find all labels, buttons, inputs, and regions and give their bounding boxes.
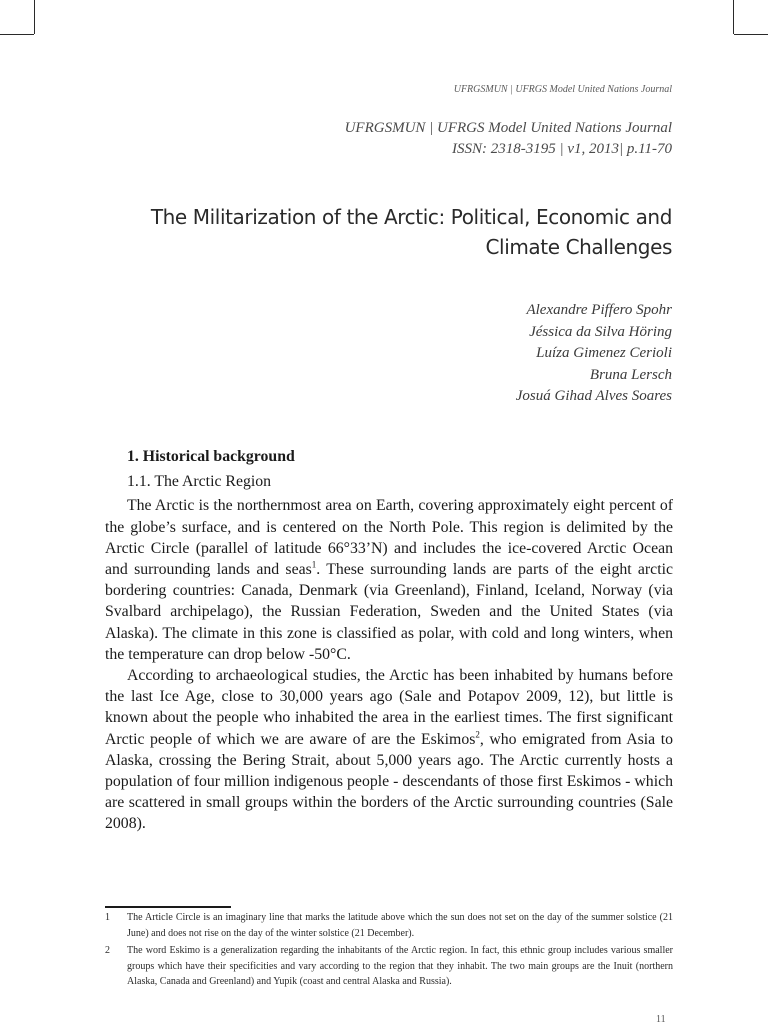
author-name: Josuá Gihad Alves Soares — [515, 388, 672, 404]
paragraph-2-text-a: According to archaeological studies, the Arctic has been inhabited by humans before the last Ice Age, close to 30,000 years ago (Sale and Potapov 2009, 12), but little is known about the people who inhabited the area in the earliest times. The first significant Arctic people of which we are aware of are the Eskimos — [105, 667, 673, 748]
paragraph-1-text-b: . These surrounding lands are parts of the eight arctic bordering countries: Canada, Denmark (via Greenland), Finland, Iceland, Norway (via Svalbard archipelago), the Russian Federation, Sweden and the United States (via Alaska). The climate in this zone is classified as polar, with cold and long winters, when the temperature can drop below -50°C. — [105, 561, 673, 663]
article-title — [72, 202, 672, 262]
footnotes — [105, 910, 673, 992]
footnote-text: The word Eskimo is a generalization regarding the inhabitants of the Arctic region. In fact, this ethnic group includes various smaller groups which have their specificities and vary according to the region that they inhabit. The two main groups are the Inuit (northern Alaska, Canada and Greenland) and Yupik (coast and central Alaska and Russia). — [127, 945, 673, 987]
footnote-number: 1 — [105, 912, 110, 923]
article-body — [105, 446, 673, 835]
section-heading: 1. Historical background — [127, 448, 295, 465]
article-title-line-1: The Militarization of the Arctic: Political, Economic and — [150, 205, 672, 229]
footnote-separator — [105, 906, 231, 908]
footnote-ref-1[interactable]: 1 — [311, 559, 317, 570]
paragraph-2-text-b: , who emigrated from Asia to Alaska, crossing the Bering Strait, about 5,000 years ago. The Arctic currently hosts a population of four million indigenous people - descendants of those first Eskimos - which are scattered in small groups within the borders of the Arctic surrounding countries (Sale 2008). — [105, 730, 673, 833]
subsection-heading: 1.1. The Arctic Region — [127, 473, 272, 491]
article-title-line-2: Climate Challenges — [485, 235, 672, 259]
author-name: Bruna Lersch — [589, 366, 672, 383]
paragraph-2 — [105, 665, 673, 835]
page-number: 11 — [656, 1014, 666, 1025]
journal-name: UFRGSMUN | UFRGS Model United Nations Journal — [344, 120, 672, 136]
footnote — [105, 943, 673, 990]
running-head: UFRGSMUN | UFRGS Model United Nations Journal — [453, 84, 672, 95]
footnote-text: The Article Circle is an imaginary line that marks the latitude above which the sun does not set on the day of the summer solstice (21 June) and does not rise on the day of the winter solstice (21 December). — [127, 912, 673, 939]
author-name: Luíza Gimenez Cerioli — [536, 345, 672, 361]
footnote-ref-2[interactable]: 2 — [475, 729, 480, 740]
author-name: Jéssica da Silva Höring — [529, 323, 672, 340]
crop-mark-top-right-horizontal — [734, 34, 768, 35]
footnote-number: 2 — [105, 945, 110, 956]
crop-mark-top-left-vertical — [34, 0, 35, 34]
author-name: Alexandre Piffero Spohr — [526, 302, 672, 318]
paragraph-1 — [105, 495, 673, 665]
crop-mark-top-left-horizontal — [0, 34, 34, 35]
journal-info — [345, 118, 672, 160]
footnote — [105, 910, 673, 941]
paragraph-1-text-a: The Arctic is the northernmost area on Earth, covering approximately eight percent of the globe’s surface, and is centered on the North Pole. This region is delimited by the Arctic Circle (parallel of latitude 66°33’N) and includes the ice-covered Arctic Ocean and surrounding lands and seas — [105, 497, 673, 579]
crop-mark-top-right-vertical — [733, 0, 734, 34]
author-list — [516, 300, 672, 408]
journal-issn: ISSN: 2318-3195 | v1, 2013| p.11-70 — [451, 141, 672, 157]
